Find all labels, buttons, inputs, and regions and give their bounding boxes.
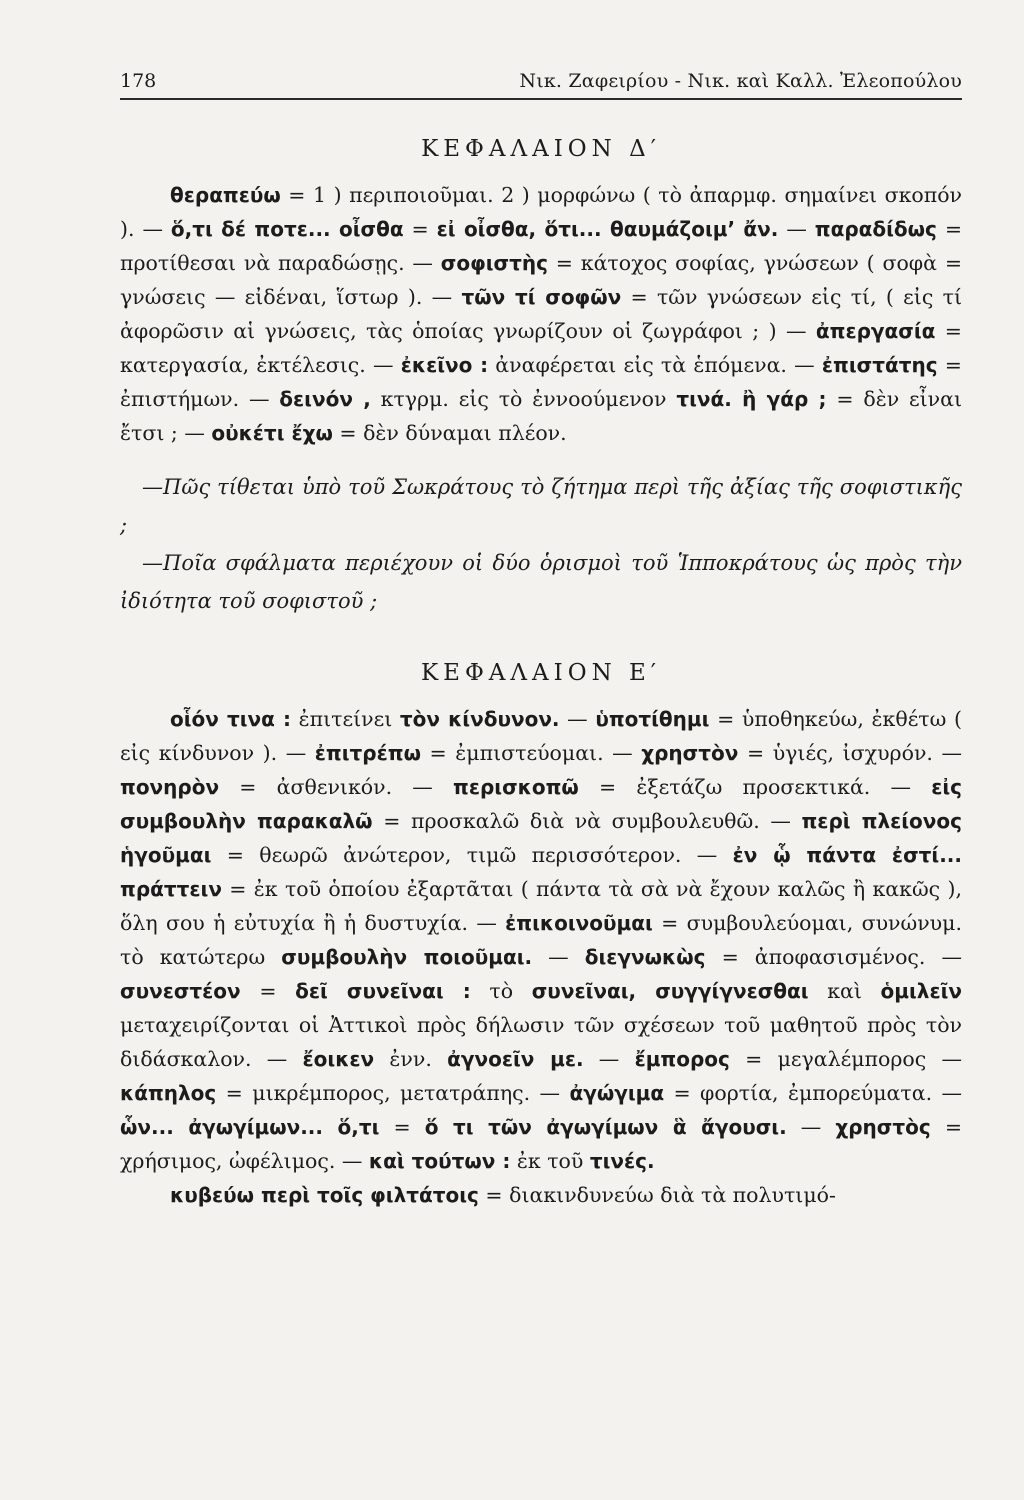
gloss-term: εἰς συμβουλὴν παρακαλῶ bbox=[120, 775, 962, 833]
gloss-text: = θεωρῶ ἀνώτερον, τιμῶ περισσότερον. — bbox=[211, 843, 733, 867]
gloss-text: = τῶν γνώσεων εἰς τί, ( εἰς τί ἀφορῶσιν αἱ γνώσεις, τὰς ὁποίας γνωρίζουν οἱ ζωγράφοι ; ) — bbox=[120, 285, 962, 343]
gloss-text: = ὑποθηκεύω, ἐκθέτω ( εἰς κίνδυνον ). — bbox=[120, 707, 962, 765]
gloss-text: τὸ bbox=[470, 979, 532, 1003]
gloss-term: συμβουλὴν ποιοῦμαι. bbox=[281, 945, 533, 969]
gloss-term: τινά. ἢ γάρ ; bbox=[676, 387, 827, 411]
gloss-text: = συμβουλεύομαι, συνώνυμ. τὸ κατώτερω bbox=[120, 911, 962, 969]
gloss-text: = bbox=[379, 1115, 425, 1139]
gloss-term: ὅ τι τῶν ἀγωγίμων ἃ ἄγουσι. bbox=[424, 1115, 787, 1139]
chapter-heading-epsilon: ΚΕΦΑΛΑΙΟΝ Ε′ bbox=[420, 660, 662, 686]
gloss-text: = bbox=[240, 979, 296, 1003]
gloss-term: παραδίδως bbox=[814, 217, 937, 241]
gloss-text: = 1 ) περιποιοῦμαι. 2 ) μορφώνω ( τὸ ἀπαρμφ. σημαίνει σκοπόν ). — bbox=[120, 183, 962, 241]
gloss-term: συνεῖναι, συγγίγνεσθαι bbox=[531, 979, 809, 1003]
gloss-text: = διακινδυνεύω διὰ τὰ πολυτιμό- bbox=[478, 1183, 836, 1207]
study-question: —Ποῖα σφάλματα περιέχουν οἱ δύο ὁρισμοὶ τοῦ Ἱπποκράτους ὡς πρὸς τὴν ἰδιότητα τοῦ σοφιστοῦ ; bbox=[120, 551, 962, 613]
gloss-text: — bbox=[786, 1115, 836, 1139]
gloss-text: = ἀποφασισμένος. — bbox=[705, 945, 962, 969]
gloss-term: διεγνωκὼς bbox=[584, 945, 706, 969]
glossary-paragraph-continued bbox=[120, 1178, 962, 1212]
gloss-text: = ἐξετάζω προσεκτικά. — bbox=[578, 775, 932, 799]
gloss-text: = ἐκ τοῦ ὁποίου ἐξαρτᾶται ( πάντα τὰ σὰ νὰ ἔχουν καλῶς ἢ κακῶς ), ὅλη σου ἡ εὐτυχία ἢ ἡ δυστυχία. — bbox=[120, 877, 962, 935]
study-question: —Πῶς τίθεται ὑπὸ τοῦ Σωκράτους τὸ ζήτημα περὶ τῆς ἀξίας τῆς σοφιστικῆς ; bbox=[120, 475, 962, 537]
gloss-term: ἐπιστάτης bbox=[821, 353, 938, 377]
gloss-term: ἀγώγιμα bbox=[569, 1081, 665, 1105]
gloss-term: ὑποτίθημι bbox=[595, 707, 710, 731]
gloss-term: ὁμιλεῖν bbox=[880, 979, 962, 1003]
gloss-term: κάπηλος bbox=[120, 1081, 217, 1105]
gloss-term: οὐκέτι ἔχω bbox=[211, 421, 333, 445]
gloss-text: = δὲν δύναμαι πλέον. bbox=[332, 421, 567, 445]
gloss-text: = ὑγιές, ἰσχυρόν. — bbox=[738, 741, 962, 765]
gloss-text: — bbox=[778, 217, 815, 241]
gloss-term: περισκοπῶ bbox=[453, 775, 579, 799]
gloss-term: συνεστέον bbox=[120, 979, 241, 1003]
gloss-term: χρηστὸς bbox=[835, 1115, 931, 1139]
gloss-text: ἐνν. bbox=[374, 1047, 448, 1071]
gloss-term: σοφιστὴς bbox=[440, 251, 548, 275]
gloss-term: ἐπιτρέπω bbox=[314, 741, 421, 765]
gloss-text: = ἀσθενικόν. — bbox=[219, 775, 453, 799]
gloss-text: = προτίθεσαι νὰ παραδώσῃς. — bbox=[120, 217, 963, 275]
gloss-text: ἐκ τοῦ bbox=[510, 1149, 590, 1173]
gloss-term: δεῖ συνεῖναι : bbox=[295, 979, 471, 1003]
gloss-term: ἀγνοεῖν με. bbox=[447, 1047, 584, 1071]
gloss-text: — bbox=[583, 1047, 635, 1071]
glossary-paragraph bbox=[120, 702, 962, 1178]
gloss-text: = μεγαλέμπορος — bbox=[729, 1047, 962, 1071]
gloss-text: = φορτία, ἐμπορεύματα. — bbox=[664, 1081, 962, 1105]
gloss-term: ὅ,τι δέ ποτε... οἶσθα bbox=[170, 217, 404, 241]
gloss-text: = κάτοχος σοφίας, γνώσεων ( σοφὰ = γνώσεις — εἰδέναι, ἵστωρ ). — bbox=[120, 251, 962, 309]
study-questions bbox=[120, 468, 962, 620]
gloss-term: τὸν κίνδυνον. bbox=[399, 707, 560, 731]
gloss-text: = ἐμπιστεύομαι. — bbox=[420, 741, 642, 765]
gloss-term: τῶν τί σοφῶν bbox=[461, 285, 622, 309]
gloss-text: = ἐπιστήμων. — bbox=[120, 353, 962, 411]
gloss-term: ἀπεργασία bbox=[815, 319, 936, 343]
gloss-term: εἰ οἶσθα, ὅτι... θαυμάζοιμ’ ἄν. bbox=[436, 217, 779, 241]
chapter-heading-delta: ΚΕΦΑΛΑΙΟΝ Δ′ bbox=[421, 136, 661, 162]
page-number: 178 bbox=[120, 70, 157, 92]
gloss-text: καὶ bbox=[808, 979, 881, 1003]
gloss-text: = μικρέμπορος, μετατράπης. — bbox=[216, 1081, 570, 1105]
gloss-text: = κατεργασία, ἐκτέλεσις. — bbox=[120, 319, 962, 377]
running-header bbox=[120, 70, 962, 100]
gloss-text: = bbox=[403, 217, 437, 241]
gloss-term: κυβεύω περὶ τοῖς φιλτάτοις bbox=[170, 1183, 479, 1207]
gloss-text: = προσκαλῶ διὰ νὰ συμβουλευθῶ. — bbox=[372, 809, 802, 833]
gloss-term: ὧν... ἀγωγίμων... ὅ,τι bbox=[120, 1115, 380, 1139]
gloss-term: χρηστὸν bbox=[641, 741, 739, 765]
gloss-term: πονηρὸν bbox=[120, 775, 220, 799]
gloss-term: ἔμπορος bbox=[634, 1047, 730, 1071]
gloss-term: ἐπικοινοῦμαι bbox=[505, 911, 653, 935]
gloss-text: μεταχειρίζονται οἱ Ἀττικοὶ πρὸς δήλωσιν τῶν σχέσεων τοῦ μαθητοῦ πρὸς τὸν διδάσκαλον. — bbox=[120, 1013, 962, 1071]
gloss-term: καὶ τούτων : bbox=[368, 1149, 511, 1173]
gloss-term: περὶ πλείονος ἡγοῦμαι bbox=[120, 809, 962, 867]
gloss-term: ἐκεῖνο : bbox=[400, 353, 489, 377]
gloss-term: τινές. bbox=[589, 1149, 655, 1173]
gloss-term: ἔοικεν bbox=[302, 1047, 375, 1071]
gloss-text: = δὲν εἶναι ἔτσι ; — bbox=[120, 387, 962, 445]
running-title: Νικ. Ζαφειρίου - Νικ. καὶ Καλλ. Ἐλεοπούλου bbox=[519, 70, 962, 92]
gloss-text: ἐπιτείνει bbox=[290, 707, 400, 731]
gloss-text: ἀναφέρεται εἰς τὰ ἑπόμενα. — bbox=[488, 353, 822, 377]
gloss-text: = χρήσιμος, ὠφέλιμος. — bbox=[120, 1115, 962, 1173]
gloss-term: δεινόν , bbox=[279, 387, 371, 411]
gloss-term: οἷόν τινα : bbox=[170, 707, 291, 731]
glossary-paragraph bbox=[120, 178, 962, 450]
gloss-text: — bbox=[559, 707, 596, 731]
gloss-text: — bbox=[532, 945, 585, 969]
gloss-text: κτγρμ. εἰς τὸ ἐννοούμενον bbox=[370, 387, 677, 411]
gloss-term: θεραπεύω bbox=[170, 183, 281, 207]
gloss-term: ἐν ᾧ πάντα ἐστί... πράττειν bbox=[120, 843, 962, 901]
